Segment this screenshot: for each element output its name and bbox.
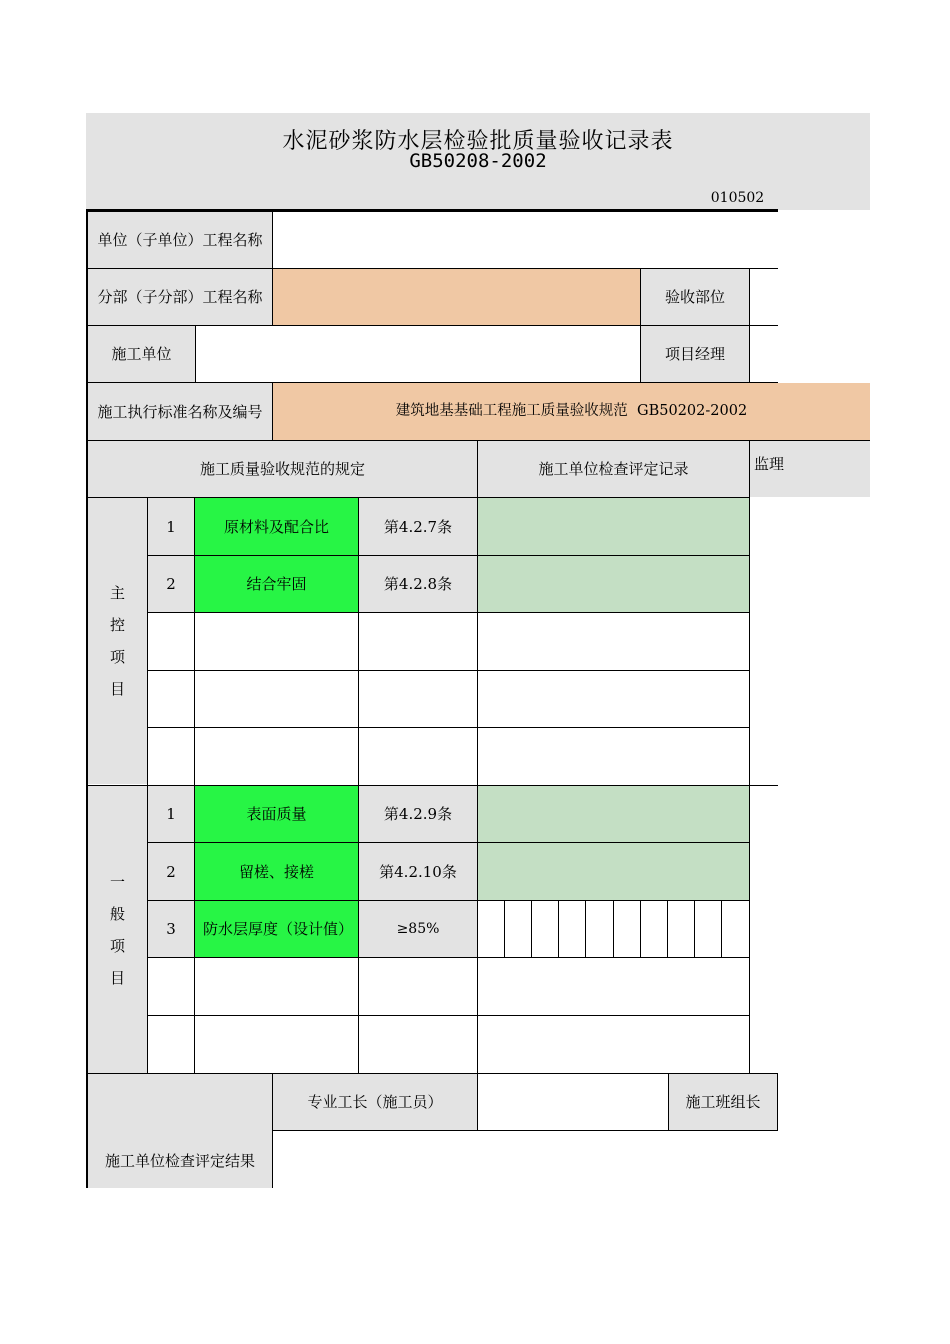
grid-line [88, 268, 778, 269]
main-row-item: 原材料及配合比 [195, 498, 358, 555]
construction-unit-label: 施工单位 [88, 326, 195, 382]
general-row-item: 表面质量 [195, 786, 358, 842]
main-row-item: 结合牢固 [195, 556, 358, 612]
form-code: 010502 [710, 190, 765, 206]
team-leader-label: 施工班组长 [669, 1074, 777, 1130]
standard-code: GB50208-2002 [409, 150, 547, 172]
general-row-no: 1 [148, 786, 194, 842]
acceptance-part-label: 验收部位 [641, 269, 749, 325]
main-row-no: 1 [148, 498, 194, 555]
grid-line [147, 497, 148, 1073]
grid-line [88, 497, 750, 498]
measure-cell-divider [694, 900, 695, 957]
grid-line [477, 440, 478, 1073]
measure-cell-divider [585, 900, 586, 957]
general-row-record[interactable] [478, 786, 749, 842]
grid-line [273, 1130, 778, 1131]
supervision-label: 监理 [754, 455, 785, 473]
project-manager-label: 项目经理 [641, 326, 749, 382]
main-row-no: 2 [148, 556, 194, 612]
project-manager-field[interactable] [750, 326, 778, 382]
main-control-char: 控 [109, 616, 125, 634]
measure-cell-divider [721, 900, 722, 957]
measure-cell-divider [504, 900, 505, 957]
general-row-clause: ≥85% [359, 901, 477, 957]
grid-line [477, 1073, 478, 1130]
general-row-clause: 第4.2.10条 [359, 843, 477, 900]
result-label: 施工单位检查评定结果 [88, 1074, 272, 1188]
general-row-clause: 第4.2.9条 [359, 786, 477, 842]
grid-line [148, 555, 750, 556]
general-label [88, 786, 147, 1073]
general-char: 项 [109, 936, 125, 955]
general-row-item: 留槎、接槎 [195, 843, 358, 900]
main-row-record[interactable] [478, 498, 749, 555]
measure-cell-divider [531, 900, 532, 957]
main-control-label [88, 498, 147, 784]
grid-line [148, 727, 750, 728]
acceptance-part-field[interactable] [750, 269, 778, 325]
grid-line [148, 612, 750, 613]
main-row-clause: 第4.2.7条 [359, 498, 477, 555]
main-row-clause: 第4.2.8条 [359, 556, 477, 612]
grid-line [88, 382, 778, 383]
grid-line [272, 382, 273, 440]
general-char: 一 [109, 872, 125, 891]
sub-project-label: 分部（子分部）工程名称 [88, 269, 272, 325]
foreman-field[interactable] [478, 1074, 668, 1130]
grid-line [148, 900, 750, 901]
grid-line [668, 1073, 669, 1130]
grid-line [777, 1073, 778, 1130]
sub-project-field[interactable] [273, 269, 640, 325]
general-row-record[interactable] [478, 843, 749, 900]
grid-line [749, 440, 750, 1073]
general-char: 般 [109, 904, 125, 923]
grid-line [272, 1073, 273, 1188]
foreman-label: 专业工长（施工员） [273, 1074, 477, 1130]
grid-line [749, 268, 750, 383]
main-control-char: 目 [109, 680, 125, 698]
main-row-record[interactable] [478, 556, 749, 612]
grid-line [272, 212, 273, 326]
main-control-char: 项 [109, 648, 125, 666]
general-row-no: 3 [148, 901, 194, 957]
grid-line [148, 957, 750, 958]
general-row-no: 2 [148, 843, 194, 900]
measure-cell-divider [667, 900, 668, 957]
general-char: 目 [109, 968, 125, 987]
grid-line [88, 1073, 778, 1074]
measure-cell-divider [558, 900, 559, 957]
measure-cell-divider [613, 900, 614, 957]
grid-line [358, 497, 359, 1073]
page-title: 水泥砂浆防水层检验批质量验收记录表 [282, 129, 674, 154]
exec-standard-label: 施工执行标准名称及编号 [88, 383, 272, 440]
grid-line [86, 209, 88, 1188]
construction-unit-field[interactable] [196, 326, 640, 382]
spec-column-header: 施工质量验收规范的规定 [88, 441, 477, 497]
grid-line [194, 497, 195, 1073]
grid-line [148, 670, 750, 671]
supervision-column-header [750, 441, 870, 497]
general-row-item: 防水层厚度（设计值） [195, 901, 358, 957]
grid-line [88, 325, 778, 326]
grid-line [88, 785, 778, 786]
grid-line [88, 440, 870, 441]
main-control-char: 主 [109, 584, 125, 602]
grid-line [195, 325, 196, 383]
unit-project-field[interactable] [273, 212, 778, 268]
record-column-header: 施工单位检查评定记录 [478, 441, 749, 497]
grid-line [640, 268, 641, 383]
measure-cell-divider [640, 900, 641, 957]
grid-line [148, 1015, 750, 1016]
exec-standard-value[interactable]: 建筑地基基础工程施工质量验收规范 GB50202-2002 [273, 383, 870, 440]
unit-project-label: 单位（子单位）工程名称 [88, 212, 272, 268]
grid-line [148, 842, 750, 843]
